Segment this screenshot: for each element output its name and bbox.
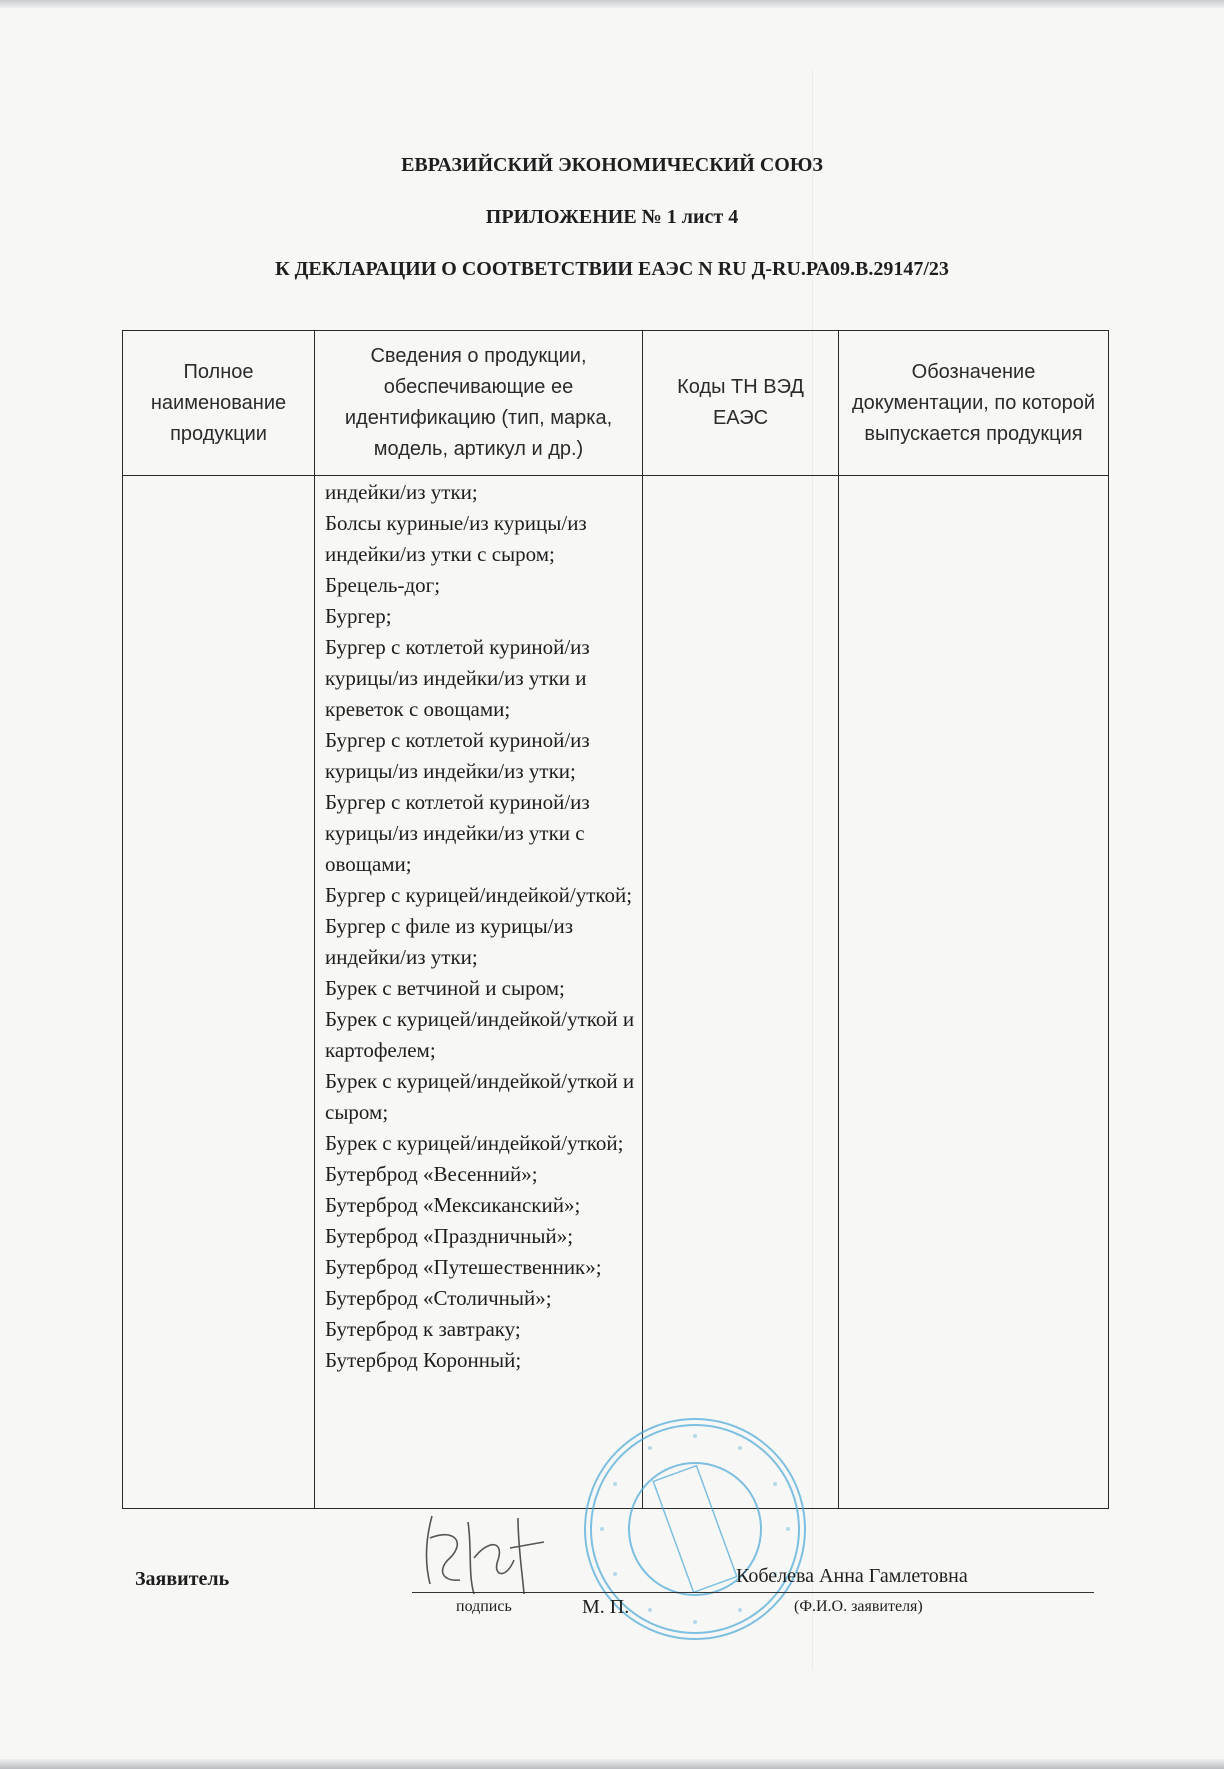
list-item: Бургер;: [325, 604, 392, 628]
declaration-title: К ДЕКЛАРАЦИИ О СООТВЕТСТВИИ ЕАЭС N RU Д-RU.РА09.В.29147/23: [275, 258, 949, 280]
list-item: Бутерброд «Весенний»;: [325, 1162, 538, 1186]
list-item: Бургер с филе из курицы/из индейки/из утки;: [325, 914, 574, 969]
cell-product-name: [123, 476, 315, 1509]
list-item: Бургер с котлетой куриной/из курицы/из индейки/из утки с овощами;: [325, 790, 590, 876]
list-item: Бургер с котлетой куриной/из курицы/из индейки/из утки и креветок с овощами;: [325, 635, 590, 721]
products-table: [122, 330, 1109, 1509]
column-header-identification: Сведения о продукции, обеспечивающие ее идентификацию (тип, марка, модель, артикул и др.): [315, 331, 643, 476]
column-header-documentation: Обозначение документации, по которой выпускается продукция: [839, 331, 1109, 476]
list-item: Бутерброд «Столичный»;: [325, 1286, 552, 1310]
list-item: Бургер с курицей/индейкой/уткой;: [325, 883, 633, 907]
list-item: Бутерброд к завтраку;: [325, 1317, 521, 1341]
scan-edge-top: [0, 0, 1224, 8]
list-item: Бутерброд «Мексиканский»;: [325, 1193, 581, 1217]
column-header-tn-ved-codes: Коды ТН ВЭД ЕАЭС: [643, 331, 839, 476]
column-header-product-name: Полное наименование продукции: [123, 331, 315, 476]
list-item: Болсы куриные/из курицы/из индейки/из утки с сыром;: [325, 511, 587, 566]
list-item: Бурек с курицей/индейкой/уткой и сыром;: [325, 1069, 635, 1124]
cell-documentation: [839, 476, 1109, 1509]
signature-line: [412, 1592, 684, 1593]
list-item: Бурек с курицей/индейкой/уткой;: [325, 1131, 624, 1155]
list-item: индейки/из утки;: [325, 480, 478, 504]
cell-tn-ved-codes: [643, 476, 839, 1509]
list-item: Бурек с ветчиной и сыром;: [325, 976, 565, 1000]
table-row: [123, 476, 1109, 1509]
list-item: Бургер с котлетой куриной/из курицы/из индейки/из утки;: [325, 728, 590, 783]
appendix-title: ПРИЛОЖЕНИЕ № 1 лист 4: [485, 206, 739, 228]
list-item: Бутерброд Коронный;: [325, 1348, 522, 1372]
seal-label: М. П.: [582, 1596, 630, 1618]
applicant-name-line: [682, 1592, 1094, 1593]
applicant-label: Заявитель: [135, 1568, 230, 1590]
stamp-text: [0, 1540, 1, 1541]
list-item: Бутерброд «Праздничный»;: [325, 1224, 574, 1248]
scan-edge-bottom: [0, 1759, 1224, 1769]
applicant-name: Кобелева Анна Гамлетовна: [736, 1565, 968, 1587]
signature-block: [0, 1540, 1224, 1680]
table-header-row: [123, 331, 1109, 476]
signature-caption: подпись: [456, 1598, 512, 1615]
applicant-name-caption: (Ф.И.О. заявителя): [794, 1598, 923, 1615]
document-org-title: ЕВРАЗИЙСКИЙ ЭКОНОМИЧЕСКИЙ СОЮЗ: [401, 154, 823, 176]
list-item: Бутерброд «Путешественник»;: [325, 1255, 602, 1279]
cell-identification: [315, 476, 643, 1509]
list-item: Бурек с курицей/индейкой/уткой и картофелем;: [325, 1007, 635, 1062]
list-item: Брецель-дог;: [325, 573, 441, 597]
